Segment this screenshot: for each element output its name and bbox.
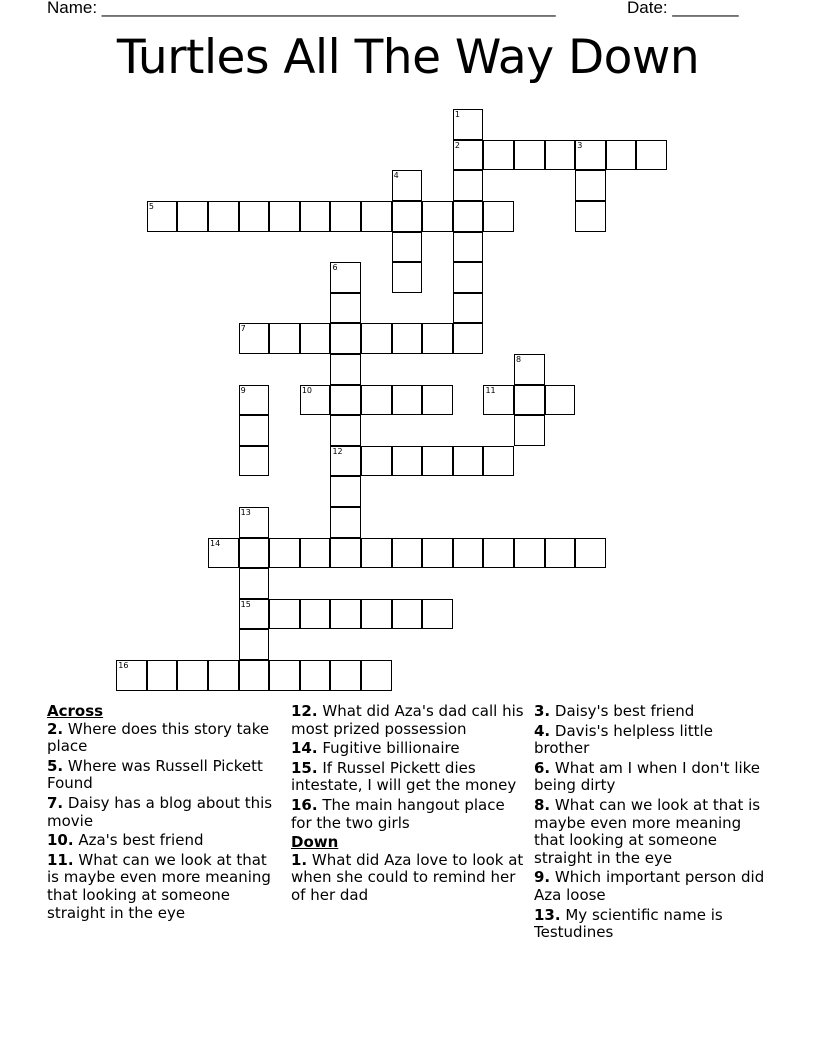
grid-cell[interactable] [239, 385, 270, 416]
grid-cell[interactable] [453, 140, 484, 171]
down-clue [534, 869, 769, 904]
down-clue [534, 760, 769, 795]
clue-number-label: 16 [118, 661, 129, 671]
grid-cell[interactable] [239, 323, 270, 354]
grid-cell[interactable] [239, 568, 270, 599]
grid-cell[interactable] [239, 660, 270, 691]
grid-cell[interactable] [636, 140, 667, 171]
grid-cell[interactable] [422, 323, 453, 354]
clue-number: 15. [291, 758, 318, 777]
grid-cell[interactable] [177, 660, 208, 691]
grid-cell[interactable] [361, 538, 392, 569]
grid-cell[interactable] [514, 415, 545, 446]
grid-cell[interactable] [300, 323, 331, 354]
grid-cell[interactable] [453, 538, 484, 569]
grid-cell[interactable] [208, 660, 239, 691]
grid-cell[interactable] [239, 415, 270, 446]
grid-cell[interactable] [453, 109, 484, 140]
clue-text: What did Aza's dad call his most prized possession [291, 702, 524, 738]
clue-number: 1. [291, 850, 308, 869]
clue-text: My scientific name is Testudines [534, 905, 723, 942]
clue-text: Daisy's best friend [554, 702, 695, 720]
grid-cell[interactable] [330, 538, 361, 569]
grid-cell[interactable] [453, 262, 484, 293]
clue-number: 8. [534, 795, 551, 814]
grid-cell[interactable] [483, 140, 514, 171]
clue-number-label: 11 [485, 385, 496, 395]
grid-cell[interactable] [453, 323, 484, 354]
across-clue [47, 721, 282, 756]
clue-text: Aza's best friend [78, 831, 204, 850]
grid-cell[interactable] [330, 293, 361, 324]
grid-cell[interactable] [300, 599, 331, 630]
clue-number-label: 5 [148, 202, 154, 212]
clue-number-label: 2 [454, 140, 460, 150]
down-clue [534, 797, 769, 867]
across-heading: Across [47, 702, 104, 720]
clue-text: Daisy has a blog about this movie [47, 793, 273, 830]
grid-cell[interactable] [483, 385, 514, 416]
across-clue [47, 795, 282, 830]
grid-cell[interactable] [575, 140, 606, 171]
grid-cell[interactable] [330, 201, 361, 232]
across-clue [291, 760, 526, 795]
down-clue [291, 852, 526, 905]
clue-number-label: 6 [332, 263, 338, 273]
grid-cell[interactable] [483, 446, 514, 477]
clue-text: What am I when I don't like being dirty [534, 758, 761, 795]
grid-cell[interactable] [361, 323, 392, 354]
grid-cell[interactable] [269, 660, 300, 691]
grid-cell[interactable] [361, 446, 392, 477]
clue-number-label: 15 [240, 599, 251, 609]
grid-cell[interactable] [453, 201, 484, 232]
grid-cell[interactable] [392, 385, 423, 416]
clue-number-label: 1 [454, 110, 460, 120]
clue-number: 14. [291, 739, 318, 758]
clue-number: 12. [291, 702, 318, 720]
down-clue [534, 907, 769, 942]
grid-cell[interactable] [239, 629, 270, 660]
clue-number: 11. [47, 850, 74, 869]
clue-text: Where does this story take place [47, 719, 270, 756]
grid-cell[interactable] [575, 538, 606, 569]
grid-cell[interactable] [422, 538, 453, 569]
grid-cell[interactable] [422, 446, 453, 477]
grid-cell[interactable] [239, 507, 270, 538]
grid-cell[interactable] [239, 538, 270, 569]
clue-number-label: 10 [301, 385, 313, 395]
clue-number-label: 12 [332, 446, 343, 456]
grid-cell[interactable] [361, 385, 392, 416]
grid-cell[interactable] [330, 507, 361, 538]
grid-cell[interactable] [514, 140, 545, 171]
clue-number-label: 7 [240, 324, 246, 334]
grid-cell[interactable] [392, 538, 423, 569]
across-clue [291, 740, 526, 758]
clue-number: 4. [534, 721, 551, 740]
grid-cell[interactable] [514, 354, 545, 385]
grid-cell[interactable] [330, 660, 361, 691]
grid-cell[interactable] [392, 262, 423, 293]
grid-cell[interactable] [330, 262, 361, 293]
clue-text: What did Aza love to look at when she could to remind her of her dad [291, 850, 524, 904]
clue-number: 9. [534, 868, 551, 887]
grid-cell[interactable] [361, 201, 392, 232]
clue-text: What can we look at that is maybe even more meaning that looking at someone straight in the eye [47, 850, 271, 922]
down-heading: Down [291, 833, 339, 852]
grid-cell[interactable] [422, 599, 453, 630]
grid-cell[interactable] [453, 446, 484, 477]
clue-text: Davis's helpless little brother [534, 721, 713, 758]
clue-number: 3. [534, 702, 551, 720]
grid-cell[interactable] [300, 538, 331, 569]
grid-cell[interactable] [422, 385, 453, 416]
grid-cell[interactable] [330, 323, 361, 354]
clue-number-label: 9 [240, 385, 246, 395]
clue-number: 13. [534, 905, 561, 924]
grid-cell[interactable] [239, 201, 270, 232]
grid-cell[interactable] [514, 385, 545, 416]
grid-cell[interactable] [147, 201, 178, 232]
grid-cell[interactable] [116, 660, 147, 691]
name-field[interactable]: Name: ________________________________________________ [47, 0, 556, 17]
across-clue [291, 703, 526, 738]
grid-cell[interactable] [269, 323, 300, 354]
grid-cell[interactable] [239, 446, 270, 477]
down-clue [534, 723, 769, 758]
grid-cell[interactable] [177, 201, 208, 232]
grid-cell[interactable] [545, 140, 576, 171]
grid-cell[interactable] [545, 538, 576, 569]
grid-cell[interactable] [545, 385, 576, 416]
grid-cell[interactable] [208, 538, 239, 569]
grid-cell[interactable] [392, 323, 423, 354]
clues-column-1 [47, 703, 282, 924]
clue-text: Where was Russell Pickett Found [47, 756, 263, 793]
clue-number: 7. [47, 793, 64, 812]
grid-cell[interactable] [392, 201, 423, 232]
clue-number-label: 14 [210, 538, 221, 548]
across-clue [291, 797, 526, 832]
grid-cell[interactable] [453, 232, 484, 263]
grid-cell[interactable] [330, 476, 361, 507]
clue-number-label: 13 [240, 508, 251, 518]
grid-cell[interactable] [483, 201, 514, 232]
grid-cell[interactable] [239, 599, 270, 630]
grid-cell[interactable] [392, 446, 423, 477]
grid-cell[interactable] [361, 599, 392, 630]
grid-cell[interactable] [483, 538, 514, 569]
grid-cell[interactable] [330, 415, 361, 446]
grid-cell[interactable] [300, 660, 331, 691]
grid-cell[interactable] [208, 201, 239, 232]
grid-cell[interactable] [453, 170, 484, 201]
grid-cell[interactable] [147, 660, 178, 691]
clue-number: 16. [291, 795, 318, 814]
grid-cell[interactable] [330, 354, 361, 385]
grid-cell[interactable] [330, 385, 361, 416]
grid-cell[interactable] [575, 201, 606, 232]
page-title: Turtles All The Way Down [116, 30, 700, 85]
across-clue [47, 832, 282, 850]
clue-text: Which important person did Aza loose [534, 868, 765, 904]
grid-cell[interactable] [361, 660, 392, 691]
clue-number: 2. [47, 719, 64, 738]
grid-cell[interactable] [330, 446, 361, 477]
grid-cell[interactable] [392, 599, 423, 630]
clue-number-label: 8 [516, 355, 522, 365]
grid-cell[interactable] [392, 232, 423, 263]
grid-cell[interactable] [392, 170, 423, 201]
grid-cell[interactable] [300, 385, 331, 416]
grid-cell[interactable] [300, 201, 331, 232]
clue-text: Fugitive billionaire [322, 739, 460, 758]
date-field[interactable]: Date: _______ [627, 0, 739, 17]
across-clue [47, 758, 282, 793]
clue-number-label: 3 [577, 140, 583, 150]
clues-column-3 [534, 703, 769, 944]
down-clue [534, 703, 769, 721]
grid-cell[interactable] [606, 140, 637, 171]
grid-cell[interactable] [269, 599, 300, 630]
grid-cell[interactable] [422, 201, 453, 232]
clue-number: 6. [534, 758, 551, 777]
grid-cell[interactable] [453, 293, 484, 324]
clue-number: 10. [47, 831, 74, 850]
clue-text: What can we look at that is maybe even more meaning that looking at someone straight in the eye [534, 795, 761, 867]
clue-number-label: 4 [393, 171, 399, 181]
grid-cell[interactable] [269, 201, 300, 232]
across-clue [47, 852, 282, 922]
clue-text: The main hangout place for the two girls [291, 795, 505, 832]
grid-cell[interactable] [330, 599, 361, 630]
clue-text: If Russel Pickett dies intestate, I will get the money [291, 758, 517, 795]
clues-column-2 [291, 703, 526, 907]
grid-cell[interactable] [575, 170, 606, 201]
grid-cell[interactable] [269, 538, 300, 569]
clue-number: 5. [47, 756, 64, 775]
grid-cell[interactable] [514, 538, 545, 569]
